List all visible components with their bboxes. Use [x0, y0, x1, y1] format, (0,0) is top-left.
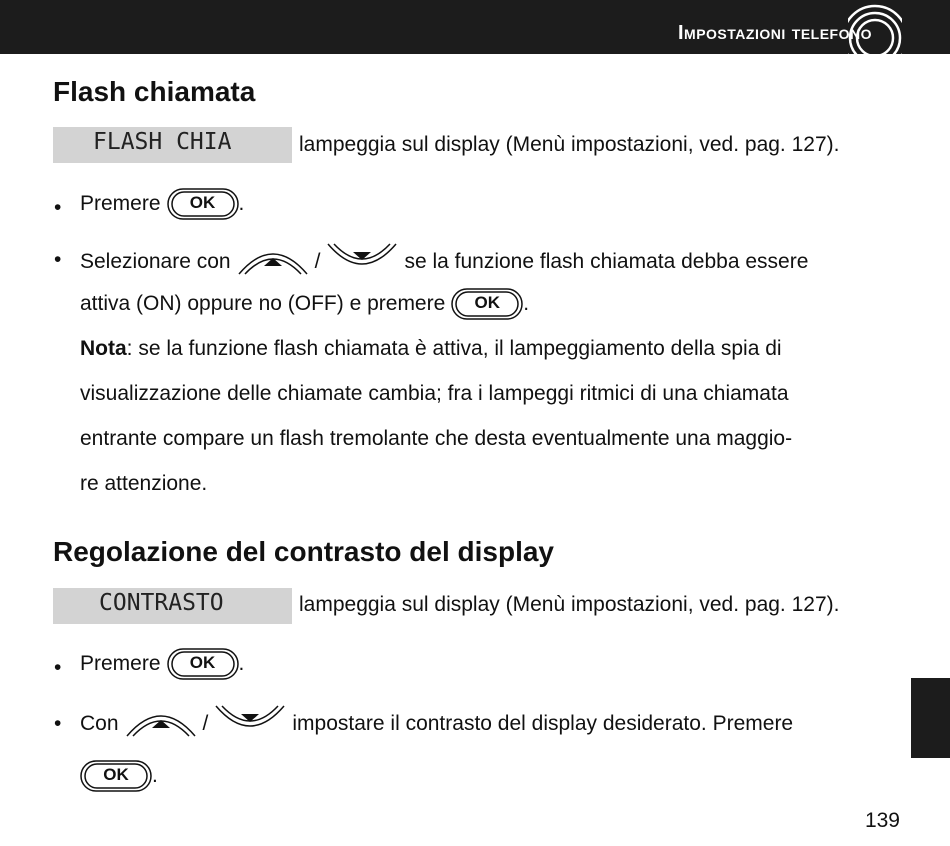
instruction-text: Premere: [80, 652, 161, 675]
bullet-marker: •: [54, 196, 62, 219]
punctuation: .: [523, 292, 530, 315]
note-text: entrante compare un flash tremolante che desta eventualmente una maggio-: [80, 427, 793, 450]
note-label: Nota: [80, 337, 127, 360]
punctuation: .: [152, 764, 158, 787]
ok-key-icon: [167, 188, 239, 220]
bullet-marker: •: [54, 656, 62, 679]
header-bar: [0, 0, 950, 54]
lcd-description: lampeggia sul display (Menù impostazioni, ved. pag. 127).: [299, 133, 840, 156]
note-line: [80, 472, 207, 496]
side-tab-marker: [911, 678, 950, 758]
bullet-marker: •: [54, 248, 62, 271]
instruction-line: [80, 648, 244, 680]
punctuation: .: [238, 192, 245, 215]
instruction-line: [80, 288, 529, 320]
nav-down-key-icon: [214, 704, 286, 744]
lcd-display-flash: [53, 127, 292, 163]
instruction-text: Con: [80, 712, 119, 735]
lcd-text-contrast: CONTRASTO: [99, 590, 224, 616]
ring-waves-icon: [848, 0, 902, 59]
ok-key-label: OK: [189, 193, 216, 212]
ok-key-icon: [167, 648, 239, 680]
header-title: Impostazioni telefono: [677, 22, 872, 44]
note-text: re attenzione.: [80, 472, 208, 495]
punctuation: .: [238, 652, 245, 675]
section-heading-contrast: Regolazione del contrasto del display: [53, 536, 554, 567]
instruction-line: [80, 242, 808, 282]
instruction-text: attiva (ON) oppure no (OFF) e premere: [80, 292, 446, 315]
slash: /: [314, 250, 321, 273]
lcd-text-flash: FLASH CHIA: [93, 129, 232, 155]
ok-key-icon: [80, 760, 152, 792]
instruction-text: Selezionare con: [80, 250, 231, 273]
note-line: [80, 427, 792, 451]
section-heading-flash: Flash chiamata: [53, 76, 256, 107]
ok-key-icon: [451, 288, 523, 320]
slash: /: [202, 712, 209, 735]
instruction-line: [80, 188, 244, 220]
nav-down-key-icon: [326, 242, 398, 282]
note-line: [80, 382, 789, 406]
lcd-display-contrast: [53, 588, 292, 624]
instruction-line: [80, 704, 793, 744]
lcd-description: lampeggia sul display (Menù impostazioni, ved. pag. 127).: [299, 593, 840, 616]
nav-up-key-icon: [237, 242, 309, 282]
note-text: : se la funzione flash chiamata è attiva, il lampeggiamento della spia di: [126, 337, 782, 360]
instruction-text: impostare il contrasto del display desiderato. Premere: [292, 712, 794, 735]
note-line: [80, 337, 782, 361]
nav-up-key-icon: [125, 704, 197, 744]
bullet-marker: •: [54, 712, 62, 735]
instruction-line: [80, 760, 158, 792]
page-number: 139: [864, 809, 900, 832]
note-text: visualizzazione delle chiamate cambia; fra i lampeggi ritmici di una chiamata: [80, 382, 789, 405]
ok-key-label: OK: [189, 653, 216, 672]
ok-key-label: OK: [103, 765, 129, 784]
ok-key-label: OK: [474, 293, 501, 312]
instruction-text: se la funzione flash chiamata debba essere: [404, 250, 809, 273]
instruction-text: Premere: [80, 192, 161, 215]
